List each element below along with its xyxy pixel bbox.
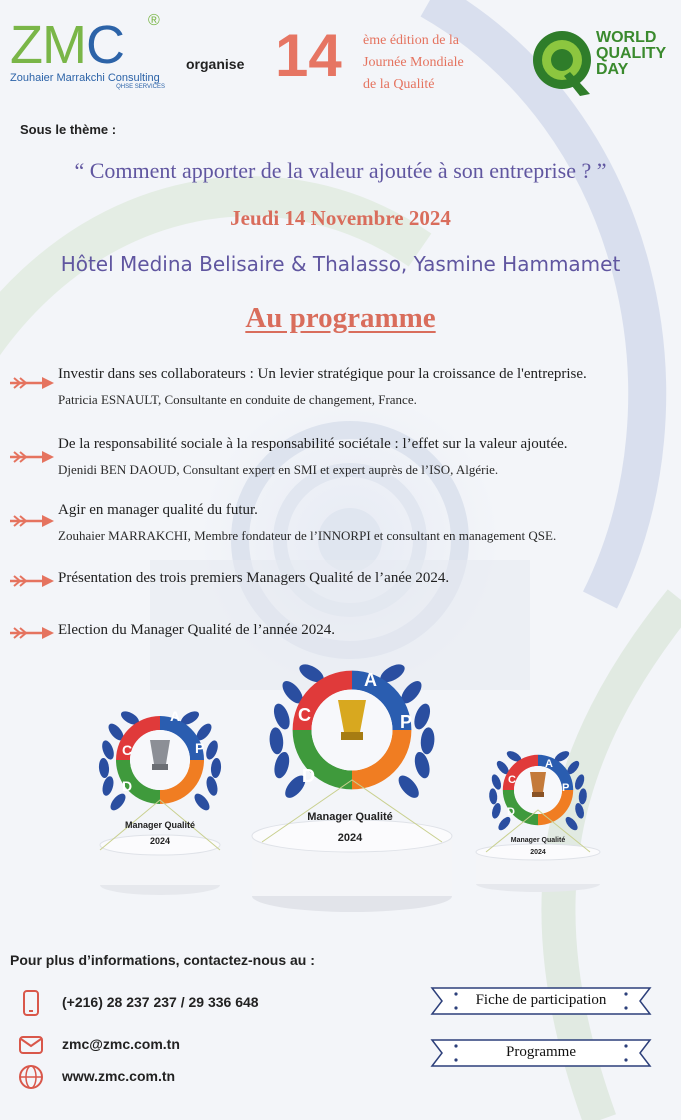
pdca-letter-d: D	[122, 778, 133, 794]
contact-email-row	[18, 1032, 348, 1058]
programme-button[interactable]	[430, 1038, 652, 1068]
program-item-speaker: Patricia ESNAULT, Consultante en conduite de changement, France.	[58, 392, 417, 407]
programme-label: Programme	[506, 1044, 576, 1060]
program-item-title: Agir en manager qualité du futur.	[58, 502, 258, 518]
organise-text: organise	[186, 56, 245, 72]
program-item-speaker: Zouhaier MARRAKCHI, Membre fondateur de l’INNORPI et consultant en management QSE.	[58, 528, 557, 543]
edition-number: 14	[275, 22, 342, 89]
trophy-podiums	[0, 660, 681, 920]
contact-phone[interactable]: (+216) 28 237 237 / 29 336 648	[62, 994, 259, 1010]
trophy-right-label-2: 2024	[530, 849, 546, 856]
wqd-text	[596, 30, 666, 78]
program-item-title: Election du Manager Qualité de l’année 2024.	[58, 622, 335, 638]
trophy-center-label-1: Manager Qualité	[307, 811, 393, 823]
event-theme: “ Comment apporter de la valeur ajoutée à son entreprise ? ”	[74, 158, 607, 183]
pdca-letter-p: P	[400, 712, 413, 732]
double-arrow-icon	[10, 514, 54, 528]
program-item	[10, 622, 678, 644]
zmc-logo-letters: ZMC	[10, 15, 124, 75]
program-item-speaker: Djenidi BEN DAOUD, Consultant expert en SMI et expert auprès de l’ISO, Algérie.	[58, 462, 499, 477]
participation-form-label: Fiche de participation	[475, 992, 607, 1008]
double-arrow-icon	[10, 574, 54, 588]
event-date: Jeudi 14 Novembre 2024	[230, 206, 451, 230]
pdca-letter-a: A	[170, 708, 181, 724]
zmc-tagline: QHSE SERVICES	[116, 84, 165, 90]
double-arrow-icon	[10, 626, 54, 640]
edition-line-3: de la Qualité	[363, 77, 435, 92]
trophy-center-label-2: 2024	[337, 832, 363, 844]
wqd-line-3: DAY	[596, 61, 629, 78]
program-item	[10, 570, 678, 592]
contact-website[interactable]: www.zmc.com.tn	[62, 1068, 176, 1084]
pdca-letter-c: C	[122, 742, 133, 758]
trophy-center	[252, 661, 452, 912]
contact-phone-row	[18, 990, 348, 1016]
edition-line-2: Journée Mondiale	[363, 55, 464, 70]
event-venue: Hôtel Medina Belisaire & Thalasso, Yasmine Hammamet	[60, 252, 621, 276]
program-item	[10, 366, 678, 412]
wqd-line-1: WORLD	[596, 29, 657, 46]
world-quality-day-logo	[530, 28, 670, 103]
pdca-letter-a: A	[545, 758, 553, 770]
double-arrow-icon	[10, 376, 54, 390]
globe-q-icon	[530, 28, 596, 100]
program-item	[10, 502, 678, 548]
pdca-letter-d: D	[302, 766, 315, 786]
pdca-letter-p: P	[562, 782, 570, 794]
pdca-letter-p: P	[195, 740, 205, 756]
program-item-title: Présentation des trois premiers Managers Qualité de l’anée 2024.	[58, 570, 450, 586]
contact-label: Pour plus d’informations, contactez-nous au :	[10, 952, 315, 968]
contact-email[interactable]: zmc@zmc.com.tn	[62, 1036, 180, 1052]
edition-line-1: ème édition de la	[363, 33, 460, 48]
theme-label: Sous le thème :	[20, 122, 117, 137]
program-title: Au programme	[245, 302, 436, 334]
edition-text	[363, 30, 464, 96]
trophy-right	[476, 749, 600, 892]
phone-icon	[18, 990, 44, 1016]
program-item-title: De la responsabilité sociale à la responsabilité sociétale : l’effet sur la valeur ajoutée.	[58, 436, 568, 452]
trophy-left-label-2: 2024	[149, 836, 171, 846]
registered-mark: ®	[148, 12, 160, 29]
participation-form-button[interactable]	[430, 986, 652, 1016]
pdca-letter-c: C	[508, 774, 516, 786]
program-item-title: Investir dans ses collaborateurs : Un levier stratégique pour la croissance de l'entreprise.	[58, 366, 587, 382]
envelope-icon	[18, 1032, 44, 1058]
double-arrow-icon	[10, 450, 54, 464]
trophy-left-label-1: Manager Qualité	[124, 820, 196, 830]
pdca-letter-d: D	[507, 806, 515, 818]
zmc-company-name: Zouhaier Marrakchi Consulting	[10, 72, 160, 84]
trophy-left	[98, 709, 222, 895]
zmc-logo	[10, 12, 180, 110]
wqd-line-2: QUALITY	[596, 45, 667, 62]
pdca-letter-a: A	[364, 670, 377, 690]
globe-icon	[18, 1064, 44, 1090]
trophy-right-label-1: Manager Qualité	[510, 837, 566, 844]
pdca-letter-c: C	[298, 705, 311, 725]
contact-web-row	[18, 1064, 348, 1090]
program-item	[10, 436, 678, 482]
